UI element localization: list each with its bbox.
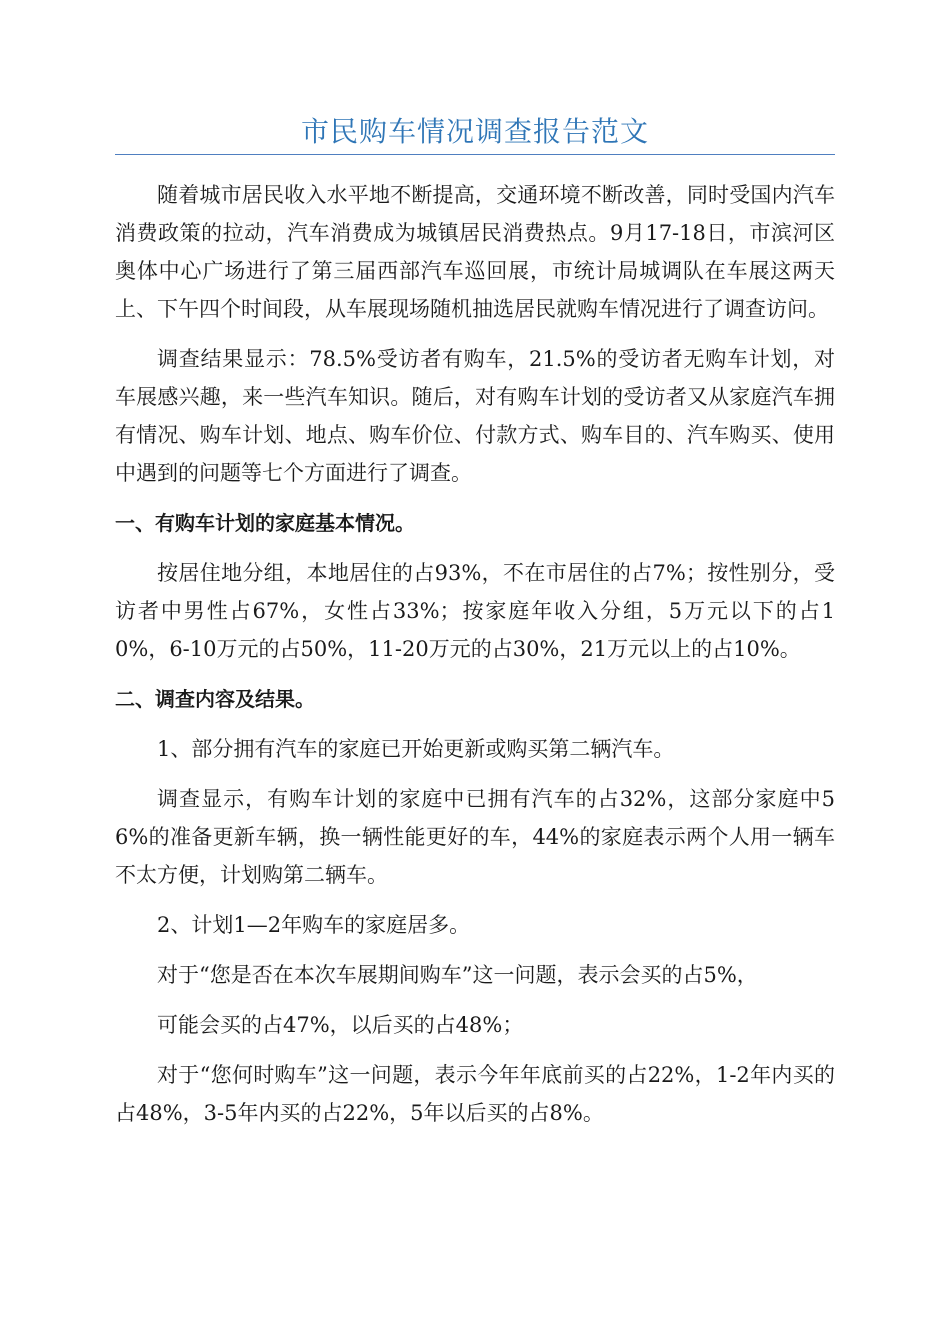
intro-paragraph: 随着城市居民收入水平地不断提高，交通环境不断改善，同时受国内汽车消费政策的拉动，汽车消费成为城镇居民消费热点。9月17-18日，市滨河区奥体中心广场进行了第三届西部汽车巡回展，市统计局城调队在车展这两天上、下午四个时间段，从车展现场随机抽选居民就购车情况进行了调查访问。	[115, 183, 835, 321]
title-underline	[115, 154, 835, 155]
item-1-paragraph: 调查显示，有购车计划的家庭中已拥有汽车的占32%，这部分家庭中56%的准备更新车辆，换一辆性能更好的车，44%的家庭表示两个人用一辆车不太方便，计划购第二辆车。	[115, 787, 835, 887]
section-1-paragraph: 按居住地分组，本地居住的占93%，不在市居住的占7%；按性别分，受访者中男性占67%，女性占33%；按家庭年收入分组，5万元以下的占10%，6-10万元的占50%，11-20万元的占30%，21万元以上的占10%。	[115, 561, 835, 661]
section-heading-2: 二、调查内容及结果。	[115, 687, 315, 711]
section-heading-1: 一、有购车计划的家庭基本情况。	[115, 511, 415, 535]
document-title: 市民购车情况调查报告范文	[300, 115, 649, 148]
item-1-title: 1、部分拥有汽车的家庭已开始更新或购买第二辆汽车。	[157, 737, 675, 761]
item-2-title: 2、计划1—2年购车的家庭居多。	[157, 913, 471, 937]
item-2-paragraph-b: 可能会买的占47%，以后买的占48%；	[157, 1013, 524, 1037]
results-paragraph: 调查结果显示：78.5%受访者有购车，21.5%的受访者无购车计划，对车展感兴趣，来一些汽车知识。随后，对有购车计划的受访者又从家庭汽车拥有情况、购车计划、地点、购车价位、付款方式、购车目的、汽车购买、使用中遇到的问题等七个方面进行了调查。	[115, 347, 835, 485]
item-2-paragraph-c: 对于“您何时购车”这一问题，表示今年年底前买的占22%，1-2年内买的占48%，3-5年内买的占22%，5年以后买的占8%。	[115, 1063, 835, 1125]
document-body	[115, 176, 835, 1144]
item-2-paragraph-a: 对于“您是否在本次车展期间购车”这一问题，表示会买的占5%，	[157, 963, 758, 987]
